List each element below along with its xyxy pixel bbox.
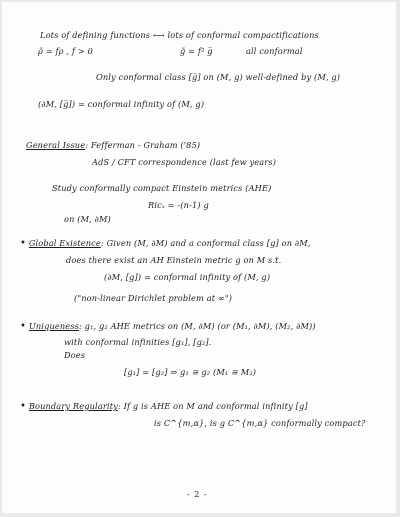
global-existence-line4: ("non-linear Dirichlet problem at ∞"): [74, 293, 233, 303]
ricci-equation: Ricₓ = -(n-1) g: [148, 200, 209, 210]
uniqueness-heading: [20, 321, 316, 332]
bullet-icon: •: [20, 238, 27, 249]
on-manifold-line: on (M, ∂M): [64, 214, 111, 224]
general-issue-heading: [26, 140, 200, 151]
page-number: - 2 -: [187, 490, 208, 499]
boundary-regularity-heading: [20, 401, 308, 412]
notes-page: [2, 2, 396, 513]
boundary-regularity-label: Boundary Regularity: [28, 401, 118, 411]
uniqueness-line3: Does: [64, 350, 86, 360]
uniqueness-text: : g₁, g₂ AHE metrics on (M, ∂M) (or (M₁, ∂M), (M₂, ∂M)): [79, 321, 316, 331]
general-issue-text: : Fefferman - Graham ('85): [85, 140, 201, 150]
bullet-icon: •: [20, 321, 27, 332]
rho-relation: ρ̃ = fρ , f > 0: [38, 46, 93, 56]
study-ahe-line: Study conformally compact Einstein metrics (AHE): [52, 183, 272, 193]
global-existence-text: : Given (M, ∂M) and a conformal class [g] on ∂M,: [100, 238, 311, 248]
global-existence-label: Global Existence: [28, 238, 101, 248]
all-conformal-note: all conformal: [246, 46, 303, 56]
adscft-line: AdS / CFT correspondence (last few years): [92, 157, 277, 167]
uniqueness-line4: [g₁] = [g₂] ⇒ g₁ ≅ g₂ (M₁ ≅ M₂): [124, 367, 257, 377]
metric-relation: g̃ = f² g̅: [180, 46, 213, 56]
boundary-regularity-text: : If g is AHE on M and conformal infinity [g]: [117, 401, 308, 411]
global-existence-line2: does there exist an AH Einstein metric g on M s.t.: [66, 255, 282, 265]
uniqueness-label: Uniqueness: [28, 321, 80, 331]
general-issue-label: General Issue: [26, 140, 86, 150]
global-existence-heading: [20, 238, 311, 249]
bullet-icon: •: [20, 401, 27, 412]
conformal-class-line: Only conformal class [g̅] on (M, g) well-defined by (M, g): [96, 72, 341, 82]
uniqueness-line2: with conformal infinities [g₁], [g₂].: [64, 337, 212, 347]
boundary-regularity-line2: is C^{m,α}, is g C^{m,α} conformally compact?: [154, 418, 366, 428]
global-existence-line3: (∂M, [g]) = conformal infinity of (M, g): [104, 272, 271, 282]
defining-functions-line: Lots of defining functions ⟷ lots of conformal compactifications: [40, 30, 319, 40]
conformal-infinity-line: (∂M, [g̅]) = conformal infinity of (M, g): [38, 99, 205, 109]
